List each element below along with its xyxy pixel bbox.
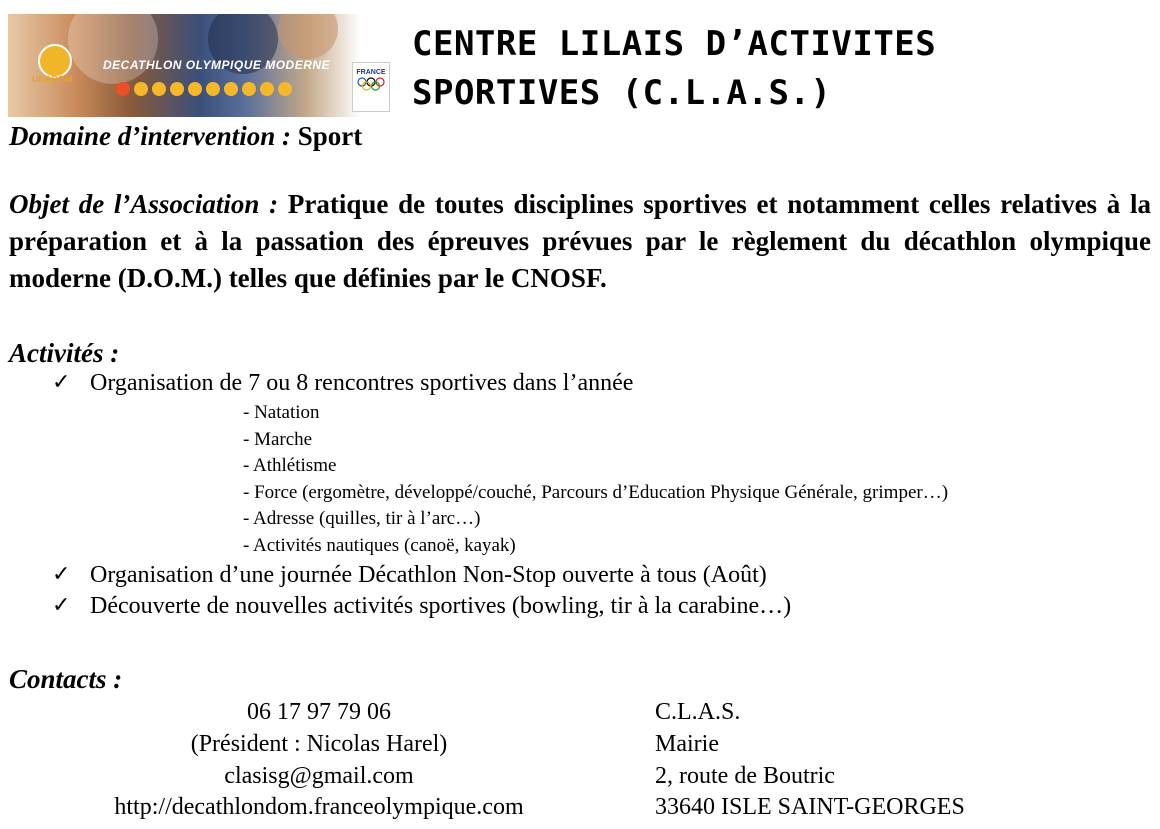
contact-website[interactable]: http://decathlondom.franceolympique.com xyxy=(114,794,524,820)
address-line: 33640 ISLE SAINT-GEORGES xyxy=(655,794,965,820)
title-line-2: SPORTIVES (C.L.A.S.) xyxy=(412,73,832,113)
decathlon-banner-image xyxy=(8,14,391,117)
contact-phone: 06 17 97 79 06 xyxy=(247,699,391,725)
activity-subitem: - Marche xyxy=(243,429,313,450)
activity-item: Organisation de 7 ou 8 rencontres sportives dans l’année xyxy=(90,370,634,396)
address-line: 2, route de Boutric xyxy=(655,763,835,789)
contact-email[interactable]: clasisg@gmail.com xyxy=(224,763,414,789)
check-icon: ✓ xyxy=(52,592,71,617)
contacts-label: Contacts : xyxy=(9,664,123,694)
domaine-label: Domaine d’intervention : xyxy=(9,121,291,151)
activity-subitem: - Adresse (quilles, tir à l’arc…) xyxy=(243,508,481,529)
activity-subitem: - Natation xyxy=(243,402,320,423)
contact-president: (Président : Nicolas Harel) xyxy=(190,731,448,757)
olympic-rings-icon xyxy=(356,76,386,92)
title-line-1: CENTRE LILAIS D’ACTIVITES xyxy=(412,24,937,64)
objet-value: Pratique de toutes disciplines sportives et notamment celles relatives à la préparation et à la passation des épreuves prévues par le règlement du décathlon olympique moderne (D.O.M.) telles que définies par le CNOSF. xyxy=(9,189,1152,293)
activites-label: Activités : xyxy=(9,338,120,368)
activity-item: Découverte de nouvelles activités sportives (bowling, tir à la carabine…) xyxy=(90,593,792,619)
unadom-logo-text: UNADOM xyxy=(32,74,73,84)
domaine-value: Sport xyxy=(297,121,363,151)
objet-paragraph xyxy=(9,186,1151,297)
france-olympic-logo: FRANCE xyxy=(352,62,390,112)
check-icon: ✓ xyxy=(52,561,71,586)
page-title xyxy=(412,20,1112,118)
banner-title: DECATHLON OLYMPIQUE MODERNE xyxy=(103,58,331,72)
address-line: Mairie xyxy=(655,731,719,757)
address-line: C.L.A.S. xyxy=(655,699,741,725)
activity-subitem: - Activités nautiques (canoë, kayak) xyxy=(243,535,516,556)
activity-subitem: - Force (ergomètre, développé/couché, Parcours d’Education Physique Générale, grimper…) xyxy=(243,482,949,503)
domaine-line xyxy=(9,118,362,155)
check-icon: ✓ xyxy=(52,369,71,394)
sport-icons-row xyxy=(116,82,292,96)
objet-label: Objet de l’Association : xyxy=(9,189,279,219)
unadom-logo-icon xyxy=(38,44,72,78)
activity-subitem: - Athlétisme xyxy=(243,455,337,476)
activity-item: Organisation d’une journée Décathlon Non-Stop ouverte à tous (Août) xyxy=(90,562,767,588)
